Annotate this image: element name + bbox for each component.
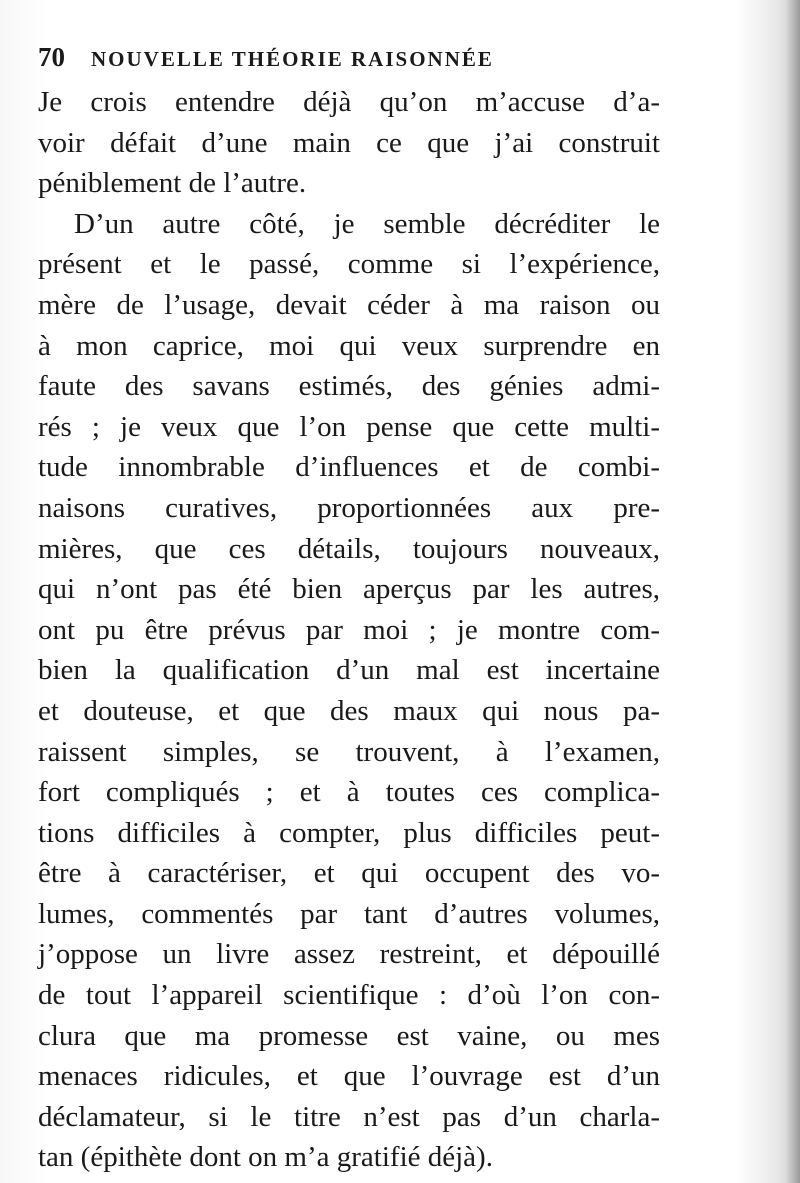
text-line: déclamateur, si le titre n’est pas d’un charla- (38, 1100, 660, 1133)
text-line: ont pu être prévus par moi ; je montre com- (38, 613, 660, 646)
page-header (38, 42, 760, 78)
text-line: D’un autre côté, je semble décréditer le (74, 207, 660, 240)
text-line: à mon caprice, moi qui veux surprendre en (38, 329, 660, 362)
text-line: menaces ridicules, et que l’ouvrage est d’un (38, 1060, 660, 1093)
text-line: clura que ma promesse est vaine, ou mes (38, 1019, 660, 1052)
text-line: j’oppose un livre assez restreint, et dépouillé (38, 938, 660, 971)
text-line: naisons curatives, proportionnées aux pre- (38, 491, 660, 524)
text-line: mère de l’usage, devait céder à ma raison ou (38, 288, 660, 321)
text-line: fort compliqués ; et à toutes ces complica- (38, 776, 660, 809)
text-line: présent et le passé, comme si l’expérience, (38, 248, 660, 281)
text-line: Je crois entendre déjà qu’on m’accuse d’a- (38, 86, 660, 118)
page-number: 70 (38, 42, 65, 72)
text-line: être à caractériser, et qui occupent des vo- (38, 857, 660, 890)
body-text (38, 82, 660, 1178)
text-line: raissent simples, se trouvent, à l’examen, (38, 735, 660, 768)
text-line: faute des savans estimés, des génies admi- (38, 370, 660, 403)
page-edge-shadow (786, 0, 800, 1183)
running-head: NOUVELLE THÉORIE RAISONNÉE (91, 47, 494, 71)
text-line: tan (épithète dont on m’a gratifié déjà). (38, 1141, 493, 1174)
text-line: tude innombrable d’influences et de combi- (38, 451, 660, 484)
text-line: mières, que ces détails, toujours nouveaux, (38, 532, 660, 565)
text-line: rés ; je veux que l’on pense que cette multi- (38, 410, 660, 443)
text-line: de tout l’appareil scientifique : d’où l’on con- (38, 979, 660, 1012)
text-line: péniblement de l’autre. (38, 167, 307, 200)
text-line: et douteuse, et que des maux qui nous pa- (38, 694, 660, 727)
text-line: tions difficiles à compter, plus difficiles peut- (38, 816, 660, 849)
text-line: bien la qualification d’un mal est incertaine (38, 654, 660, 687)
text-line: qui n’ont pas été bien aperçus par les autres, (38, 573, 660, 606)
text-line: lumes, commentés par tant d’autres volumes, (38, 897, 660, 930)
text-line: voir défait d’une main ce que j’ai construit (38, 126, 660, 159)
